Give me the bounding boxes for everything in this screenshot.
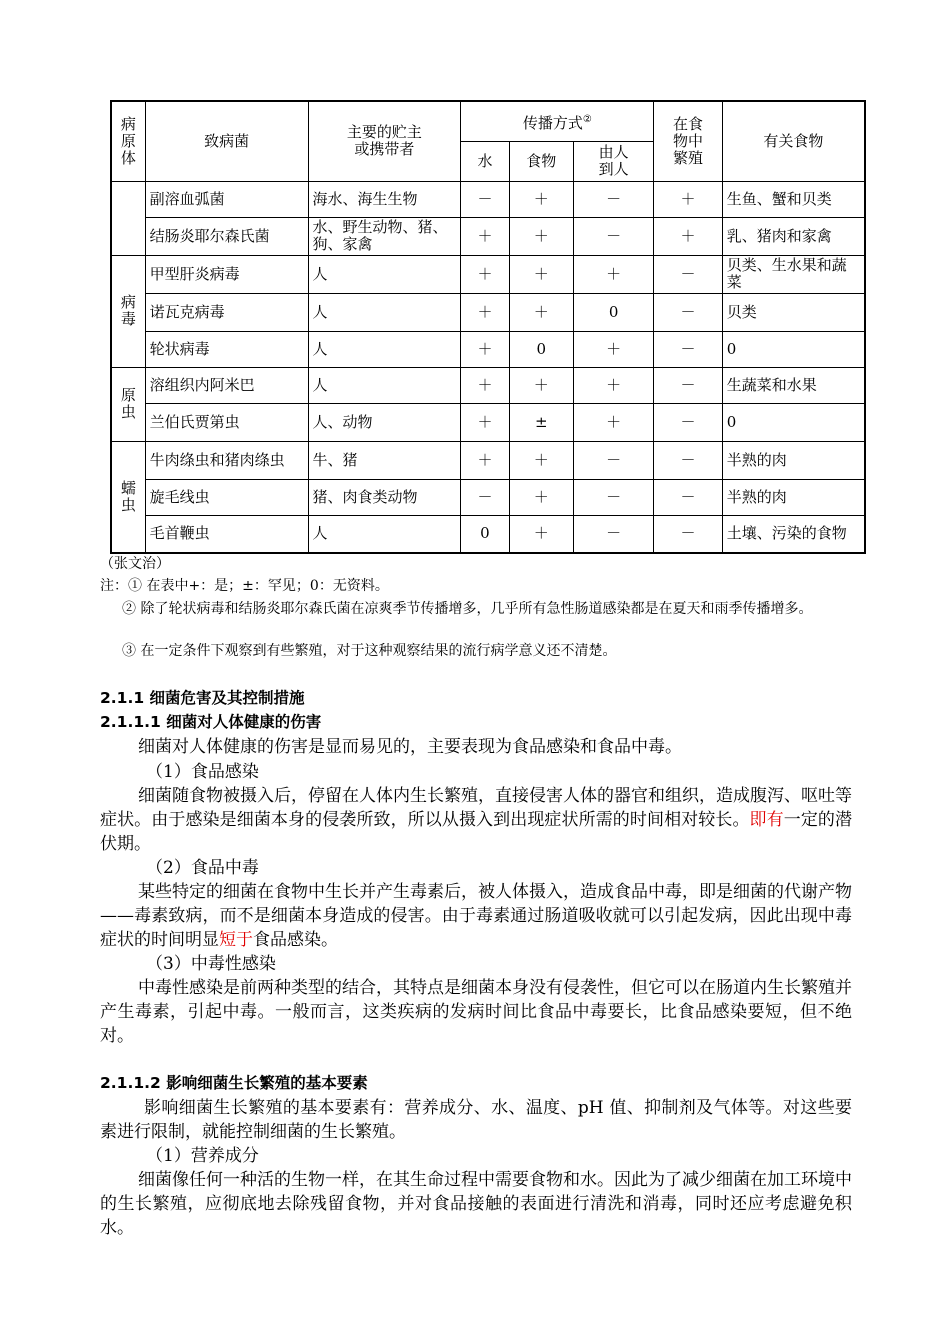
cell-foods: 贝类 <box>722 293 865 331</box>
cell-agent: 诺瓦克病毒 <box>145 293 308 331</box>
paragraph-food-infection <box>100 784 852 856</box>
heading-2-1-1-1: 2.1.1.1 细菌对人体健康的伤害 <box>100 713 322 731</box>
cell-reservoir: 人、动物 <box>308 403 461 441</box>
cell-person: － <box>573 217 653 255</box>
cell-person: － <box>573 515 653 553</box>
heading-2-1-1: 2.1.1 细菌危害及其控制措施 <box>100 689 305 707</box>
paragraph-nutrients: 细菌像任何一种活的生物一样，在其生命过程中需要食物和水。因此为了减少细菌在加工环境中的生长繁殖，应彻底地去除残留食物，并对食品接触的表面进行清洗和消毒，同时还应考虑避免积水。 <box>100 1170 852 1238</box>
cell-foods: 贝类、生水果和蔬菜 <box>722 255 865 293</box>
cell-water: ＋ <box>461 217 509 255</box>
cell-water: 0 <box>461 515 509 553</box>
cell-multiply: － <box>654 255 722 293</box>
table-source: （张文治） <box>100 556 170 572</box>
cell-food: 0 <box>509 331 573 367</box>
cell-water: ＋ <box>461 255 509 293</box>
cell-water: ＋ <box>461 403 509 441</box>
cell-food: ＋ <box>509 255 573 293</box>
cell-reservoir: 人 <box>308 293 461 331</box>
cell-water: ＋ <box>461 441 509 479</box>
cell-agent: 毛首鞭虫 <box>145 515 308 553</box>
cell-multiply: ＋ <box>654 181 722 217</box>
cell-foods: 乳、猪肉和家禽 <box>722 217 865 255</box>
cell-agent: 轮状病毒 <box>145 331 308 367</box>
cell-food: ＋ <box>509 515 573 553</box>
cell-multiply: － <box>654 293 722 331</box>
paragraph-toxic-infection: 中毒性感染是前两种类型的结合，其特点是细菌本身没有侵袭性，但它可以在肠道内生长繁殖并产生毒素，引起中毒。一般而言，这类疾病的发病时间比食品中毒要长，比食品感染要短，但不绝对。 <box>100 978 852 1046</box>
header-pathogen-type: 病 原 体 <box>111 101 145 181</box>
cell-agent: 旋毛线虫 <box>145 479 308 515</box>
cell-person: ＋ <box>573 367 653 403</box>
cell-water: ＋ <box>461 293 509 331</box>
subheading-food-poisoning: （2）食品中毒 <box>146 858 259 878</box>
cell-water: － <box>461 479 509 515</box>
paragraph-growth-factors: 影响细菌生长繁殖的基本要素有：营养成分、水、温度、pH 值、抑制剂及气体等。对这些要素进行限制，就能控制细菌的生长繁殖。 <box>100 1098 852 1142</box>
paragraph-1: 细菌对人体健康的伤害是显而易见的，主要表现为食品感染和食品中毒。 <box>138 737 682 757</box>
group-label: 蠕 虫 <box>111 441 145 553</box>
cell-agent: 甲型肝炎病毒 <box>145 255 308 293</box>
cell-water: ＋ <box>461 367 509 403</box>
table-row <box>111 441 865 479</box>
cell-agent: 兰伯氏贾第虫 <box>145 403 308 441</box>
cell-person: － <box>573 479 653 515</box>
cell-multiply: － <box>654 403 722 441</box>
note-3: ③ 在一定条件下观察到有些繁殖，对于这种观察结果的流行病学意义还不清楚。 <box>122 643 617 659</box>
cell-foods: 0 <box>722 403 865 441</box>
cell-food: ＋ <box>509 217 573 255</box>
cell-food: ＋ <box>509 367 573 403</box>
note-2: ② 除了轮状病毒和结肠炎耶尔森氏菌在凉爽季节传播增多，几乎所有急性肠道感染都是在夏天和雨季传播增多。 <box>122 601 813 617</box>
cell-foods: 生鱼、蟹和贝类 <box>722 181 865 217</box>
header-reservoir: 主要的贮主 或携带者 <box>308 101 461 181</box>
paragraph-food-poisoning <box>100 880 852 952</box>
cell-multiply: － <box>654 479 722 515</box>
cell-foods: 0 <box>722 331 865 367</box>
table-row <box>111 515 865 553</box>
group-label <box>111 181 145 255</box>
cell-food: ＋ <box>509 181 573 217</box>
cell-person: 0 <box>573 293 653 331</box>
cell-multiply: － <box>654 331 722 367</box>
group-label: 原 虫 <box>111 367 145 441</box>
header-multiply: 在食 物中 繁殖 <box>654 101 722 181</box>
p2-text: 细菌随食物被摄入后，停留在人体内生长繁殖，直接侵害人体的器官和组织，造成腹泻、呕吐等症状。由于感染是细菌本身的侵袭所致，所以从摄入到出现症状所需的时间相对较长。 <box>100 786 852 830</box>
p2-tail: 一定的潜伏期。 <box>100 810 853 854</box>
header-foods: 有关食物 <box>722 101 865 181</box>
header-agent: 致病菌 <box>145 101 308 181</box>
cell-multiply: － <box>654 367 722 403</box>
cell-person: ＋ <box>573 403 653 441</box>
p3-highlight: 短于 <box>219 930 253 950</box>
subheading-toxic-infection: （3）中毒性感染 <box>146 954 276 974</box>
note-1: 注：① 在表中+：是；±：罕见；0：无资料。 <box>100 578 389 594</box>
cell-agent: 牛肉绦虫和猪肉绦虫 <box>145 441 308 479</box>
cell-person: ＋ <box>573 255 653 293</box>
cell-reservoir: 人 <box>308 331 461 367</box>
cell-water: － <box>461 181 509 217</box>
cell-person: － <box>573 441 653 479</box>
table-row <box>111 217 865 255</box>
heading-2-1-1-2: 2.1.1.2 影响细菌生长繁殖的基本要素 <box>100 1074 368 1092</box>
cell-multiply: － <box>654 441 722 479</box>
header-transmission-label: 传播方式 <box>522 113 583 132</box>
cell-person: － <box>573 181 653 217</box>
table-row <box>111 367 865 403</box>
cell-reservoir: 人 <box>308 515 461 553</box>
header-water: 水 <box>461 141 509 181</box>
pathogen-table <box>110 100 866 554</box>
cell-foods: 生蔬菜和水果 <box>722 367 865 403</box>
cell-reservoir: 水、野生动物、猪、狗、家禽 <box>308 217 461 255</box>
header-person: 由人 到人 <box>573 141 653 181</box>
cell-multiply: ＋ <box>654 217 722 255</box>
cell-agent: 结肠炎耶尔森氏菌 <box>145 217 308 255</box>
table-row <box>111 293 865 331</box>
cell-reservoir: 猪、肉食类动物 <box>308 479 461 515</box>
cell-food: ＋ <box>509 479 573 515</box>
cell-reservoir: 海水、海生生物 <box>308 181 461 217</box>
cell-person: ＋ <box>573 331 653 367</box>
table-row <box>111 403 865 441</box>
cell-foods: 半熟的肉 <box>722 441 865 479</box>
table-row <box>111 479 865 515</box>
p2-highlight: 即有 <box>749 810 784 830</box>
group-label: 病 毒 <box>111 255 145 367</box>
header-food: 食物 <box>509 141 573 181</box>
cell-agent: 溶组织内阿米巴 <box>145 367 308 403</box>
cell-food: ± <box>509 403 573 441</box>
cell-foods: 半熟的肉 <box>722 479 865 515</box>
cell-food: ＋ <box>509 293 573 331</box>
cell-reservoir: 牛、猪 <box>308 441 461 479</box>
p3-tail: 食品感染。 <box>253 930 338 950</box>
cell-food: ＋ <box>509 441 573 479</box>
cell-foods: 土壤、污染的食物 <box>722 515 865 553</box>
cell-reservoir: 人 <box>308 367 461 403</box>
p3-text: 某些特定的细菌在食物中生长并产生毒素后，被人体摄入，造成食品中毒，即是细菌的代谢产物——毒素致病，而不是细菌本身造成的侵害。由于毒素通过肠道吸收就可以引起发病，因此出现中毒症状的时间明显 <box>100 882 852 950</box>
cell-multiply: － <box>654 515 722 553</box>
cell-reservoir: 人 <box>308 255 461 293</box>
table-row <box>111 255 865 293</box>
header-transmission-sup: ② <box>582 113 592 125</box>
subheading-food-infection: （1）食品感染 <box>146 762 259 782</box>
cell-agent: 副溶血弧菌 <box>145 181 308 217</box>
table-row <box>111 331 865 367</box>
table-row <box>111 181 865 217</box>
subheading-nutrients: （1）营养成分 <box>146 1146 259 1166</box>
cell-water: ＋ <box>461 331 509 367</box>
header-transmission <box>461 101 654 141</box>
